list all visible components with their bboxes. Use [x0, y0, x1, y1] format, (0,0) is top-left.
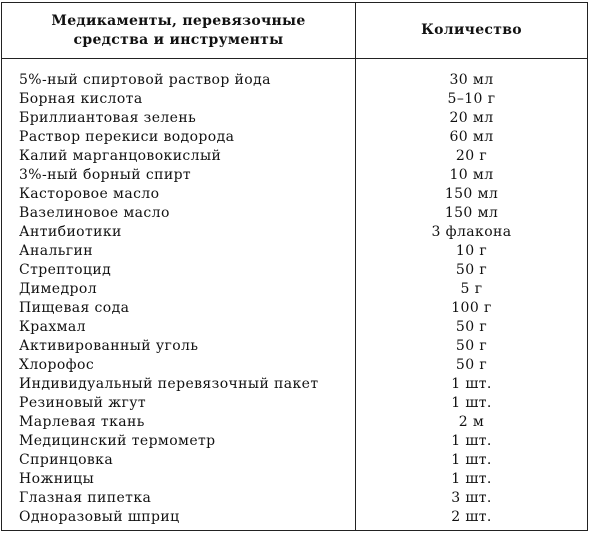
table-row: [2, 261, 588, 280]
item-quantity-cell: 50 г: [356, 318, 588, 337]
item-quantity-cell: 50 г: [356, 337, 588, 356]
item-quantity-cell: 150 мл: [356, 185, 588, 204]
item-quantity-cell: 50 г: [356, 356, 588, 375]
table-row: [2, 413, 588, 432]
item-quantity-cell: 150 мл: [356, 204, 588, 223]
item-name-cell: Активированный уголь: [2, 337, 356, 356]
item-quantity-cell: 3 флакона: [356, 223, 588, 242]
item-quantity-cell: 100 г: [356, 299, 588, 318]
item-quantity-cell: 3 шт.: [356, 489, 588, 508]
header-name-line-1: Медикаменты, перевязочные: [51, 12, 306, 29]
item-name-cell: Резиновый жгут: [2, 394, 356, 413]
item-quantity-cell: 10 г: [356, 242, 588, 261]
table-row: [2, 147, 588, 166]
item-quantity-cell: 20 г: [356, 147, 588, 166]
table-row: [2, 90, 588, 109]
item-name-cell: 3%-ный борный спирт: [2, 166, 356, 185]
table-row: [2, 356, 588, 375]
table-row: [2, 508, 588, 531]
item-name-cell: Касторовое масло: [2, 185, 356, 204]
item-quantity-cell: 2 м: [356, 413, 588, 432]
table-row: [2, 299, 588, 318]
table-row: [2, 71, 588, 90]
item-name-cell: Бриллиантовая зелень: [2, 109, 356, 128]
table-row: [2, 489, 588, 508]
table-row: [2, 318, 588, 337]
item-name-cell: Раствор перекиси водорода: [2, 128, 356, 147]
item-name-cell: Ножницы: [2, 470, 356, 489]
table-row: [2, 204, 588, 223]
header-quantity-column: Количество: [356, 3, 588, 59]
item-name-cell: Глазная пипетка: [2, 489, 356, 508]
item-name-cell: Пищевая сода: [2, 299, 356, 318]
item-quantity-cell: 1 шт.: [356, 432, 588, 451]
item-quantity-cell: 5 г: [356, 280, 588, 299]
table-row: [2, 470, 588, 489]
item-quantity-cell: 1 шт.: [356, 470, 588, 489]
spacer-cell-name: [2, 59, 356, 72]
table-row: [2, 432, 588, 451]
item-name-cell: Калий марганцовокислый: [2, 147, 356, 166]
item-quantity-cell: 30 мл: [356, 71, 588, 90]
table-row: [2, 109, 588, 128]
spacer-cell-qty: [356, 59, 588, 72]
table-row: [2, 375, 588, 394]
item-name-cell: Стрептоцид: [2, 261, 356, 280]
table-row: [2, 451, 588, 470]
item-quantity-cell: 5–10 г: [356, 90, 588, 109]
item-name-cell: Борная кислота: [2, 90, 356, 109]
item-name-cell: Крахмал: [2, 318, 356, 337]
item-quantity-cell: 2 шт.: [356, 508, 588, 531]
item-quantity-cell: 50 г: [356, 261, 588, 280]
item-quantity-cell: 60 мл: [356, 128, 588, 147]
item-quantity-cell: 1 шт.: [356, 451, 588, 470]
item-quantity-cell: 20 мл: [356, 109, 588, 128]
item-quantity-cell: 1 шт.: [356, 375, 588, 394]
table-spacer-row: [2, 59, 588, 72]
item-name-cell: Медицинский термометр: [2, 432, 356, 451]
item-name-cell: Одноразовый шприц: [2, 508, 356, 531]
header-name-column: [2, 3, 356, 59]
table-row: [2, 166, 588, 185]
table-row: [2, 185, 588, 204]
table-row: [2, 337, 588, 356]
item-name-cell: Димедрол: [2, 280, 356, 299]
item-name-cell: Анальгин: [2, 242, 356, 261]
table-row: [2, 242, 588, 261]
table-body: [2, 59, 588, 531]
table-row: [2, 128, 588, 147]
table-row: [2, 223, 588, 242]
item-name-cell: Вазелиновое масло: [2, 204, 356, 223]
item-name-cell: Хлорофос: [2, 356, 356, 375]
item-name-cell: Индивидуальный перевязочный пакет: [2, 375, 356, 394]
item-name-cell: Антибиотики: [2, 223, 356, 242]
table-row: [2, 280, 588, 299]
item-quantity-cell: 1 шт.: [356, 394, 588, 413]
item-name-cell: 5%-ный спиртовой раствор йода: [2, 71, 356, 90]
item-name-cell: Спринцовка: [2, 451, 356, 470]
item-name-cell: Марлевая ткань: [2, 413, 356, 432]
header-name-line-2: средства и инструменты: [73, 31, 284, 48]
header-row: [2, 3, 588, 59]
medications-table: [1, 2, 588, 531]
table-header: [2, 3, 588, 59]
table-row: [2, 394, 588, 413]
item-quantity-cell: 10 мл: [356, 166, 588, 185]
